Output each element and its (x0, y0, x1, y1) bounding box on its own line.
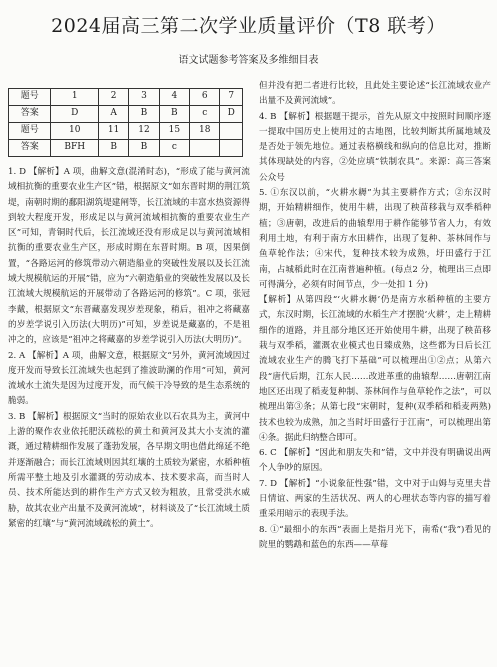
right-column (259, 79, 491, 553)
answer-5-paragraph: 5. ①东汉以前，“火耕水耨”为其主要耕作方式；②东汉时期，开始精耕细作，使用牛耕，出现了秧苗移栽与双季稻种植；③唐朝，改进后的曲辕犁用于耕作能够节省人力，有效利用土地，有利于南方水田耕作，出现了复种、茶林间作与鱼草轮作法；④宋代，复种技术较为成熟，圩田盛行于江南，占城稻此时在江南普遍种植。(每点2 分，梳理出三点即可得满分，必须有时间节点，少一处扣 1 分) (259, 188, 491, 290)
answer-table-cell: 12 (129, 123, 159, 140)
answer-table-cell: 1 (51, 89, 98, 106)
answer-table-cell: 15 (159, 123, 189, 140)
answer-table-cell: B (129, 140, 159, 157)
document-subtitle: 语文试题参考答案及多维细目表 (178, 55, 319, 66)
answer-1-paragraph: 1. D 【解析】A 项，曲解文意(混淆时态)，“形成了能与黄河流域相抗衡的重要农业生产区”错，根据原文“如东晋时期的荆江筑堤，南朝时期的鄱阳湖筑堤建闸等，长江流域的丰富水热资源得到较大程度开发，形成足以与黄河流域相抗衡的重要农业生产区”可知，青铜时代后，长江流域还没有形成足以与黄河流域相抗衡的重要农业生产区，形成时期在东晋时期。B 项，因果倒置，“各路运河的修筑带动六朝造船业的突破性发展以及长江流域大规模航运的开展”错，应为“六朝造船业的突破性发展以及长江流域大规模航运的开展带动了各路运河的修筑”。C 项，张冠李戴，根据原文“东晋藏嘉发现岁差现象，稍后，祖冲之将藏嘉的岁差学说引入历法(大明历)”可知，岁差说是藏嘉的，不是祖冲之的，应该是“祖冲之将藏嘉的岁差学说引入历法(大明历)”。 (8, 167, 250, 346)
answer-table-cell (220, 123, 243, 140)
answer-table-cell: 4 (159, 89, 189, 106)
answer-table-cell: A (98, 106, 128, 123)
answer-5-analysis: 【解析】从第四段“‘火耕水耨’仍是南方水稻种植的主要方式，东汉时期，长江流域的水稻生产才摆脱‘火耕’，走上精耕细作的道路，并且部分地区还开始使用牛耕，出现了秧苗移栽与双季稻，灌溉农业模式也日臻成熟，这些都为日后长江流域农业生产的腾飞打下基础”可以梳理出①②点；从第六段“唐代后期，江东人民……改进革重的曲辕犁……唐朝江南地区还出现了稻麦复种制、茶林间作与鱼草轮作之法”，可以梳理出第③条；从第七段“宋朝时，复种(双季稻和稻麦两熟)技术也较为成熟，加之当时圩田盛行于江南”，可以梳理出第④条。据此归纳整合即可。 (259, 295, 491, 443)
answer-table-cell: BFH (51, 140, 98, 157)
left-column (8, 82, 250, 532)
answer-table-cell: c (190, 106, 220, 123)
answer-table-cell: 18 (190, 123, 220, 140)
answer-table-cell: 题号 (9, 89, 51, 106)
answer-6-paragraph: 6. C 【解析】“因此和朋友失和”错，文中并没有明确说出两个人争吵的原因。 (259, 448, 491, 474)
answer-table-cell: D (51, 106, 98, 123)
answer-table-row (9, 106, 243, 123)
answer-8-paragraph: 8. ①“最细小的东西”表面上是指月光下，南希(“我”)看见的院里的鹦鹉和蓝色的东西——草莓 (259, 524, 491, 550)
answer-table-cell: B (129, 106, 159, 123)
answer-table-cell: c (159, 140, 189, 157)
answer-table-cell: 10 (51, 123, 98, 140)
answer-table-cell: 答案 (9, 140, 51, 157)
answer-table-cell: 答案 (9, 106, 51, 123)
answer-table-cell (190, 140, 220, 157)
answer-4-paragraph: 4. B 【解析】根据题干提示，首先从原文中按照时间顺序逐一提取中国历史上使用过的古地图，比较判断其所属地域及是否处于领先地位。通过表格横线和纵向的信息比对，推断其体现缺处的内容，②处应填“铁制农具”。来源：高三答案公众号 (259, 111, 491, 183)
answer-table-cell: 2 (98, 89, 128, 106)
answer-table-cell: 6 (190, 89, 220, 106)
document-title: 2024届高三第二次学业质量评价（T8 联考） (51, 15, 446, 37)
answer-table-cell: D (220, 106, 243, 123)
answer-table-row (9, 123, 243, 140)
answer-table-cell: 11 (98, 123, 128, 140)
answer-table-cell: B (98, 140, 128, 157)
answer-table-cell: 7 (220, 89, 243, 106)
answer-table-cell: 3 (129, 89, 159, 106)
answer-3-paragraph: 3. B 【解析】根据原文“当时的原始农业以石农具为主，黄河中上游的聚作农业依托肥沃疏松的黄土和黄河及其大小支流的灌溉，通过精耕细作发展了蓬勃发展，各早期文明也借此绵延不绝并逐渐融合；而长江流域则因其红壤的土质较为紧密，水稻种植所需平整土地及引水灌溉的劳动成本、技术要求高，而当时人员、技术所能达到的耕作生产方式又较为粗放，且常受洪水威胁，故其农业产出量不及黄河流域”，材料谈及了“长江流域土质紧密的红壤”与“黄河流域疏松的黄土”。 (8, 411, 250, 529)
answer-table (8, 88, 243, 157)
answer-table-row (9, 140, 243, 157)
answer-table-row (9, 89, 243, 106)
answer-7-paragraph: 7. D 【解析】“小说象征性强”错，文中对于山姆与克里夫昔日情谊、两家的生活状况、两人的心理状态等内容的描写着重采用暗示的表现手法。 (259, 478, 491, 520)
answer-table-cell: B (159, 106, 189, 123)
answer-table-cell (220, 140, 243, 157)
answer-table-cell: 题号 (9, 123, 51, 140)
answer-2-paragraph: 2. A 【解析】A 项，曲解文意，根据原文“另外，黄河流域因过度开发而导致长江流域失也起到了推波助澜的作用”可知，黄河流域水土流失是因为过度开发，而气候干冷导致的是生态系统的脆弱。 (8, 350, 250, 407)
answer-3-continuation: 但并没有把二者进行比较，且此处主要论述“长江流域农业产出量不及黄河流域”。 (259, 81, 491, 107)
